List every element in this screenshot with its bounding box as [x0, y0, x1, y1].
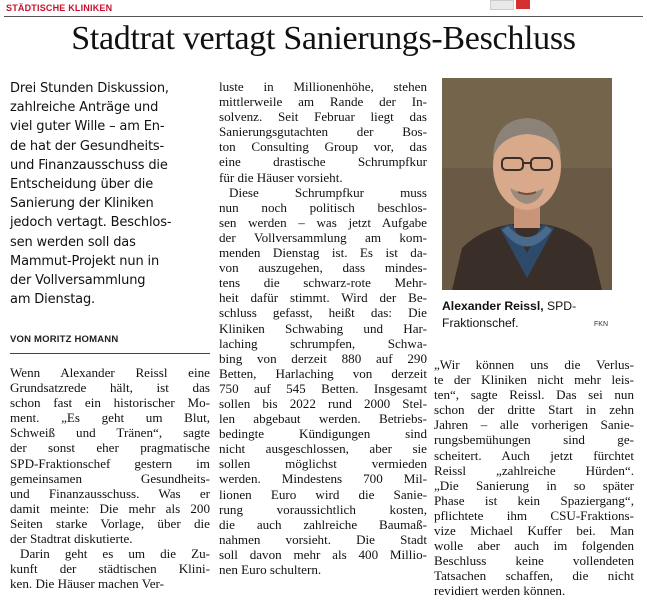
- lede-line: de hat der Gesundheits-: [10, 138, 165, 154]
- article-column-1: [10, 365, 210, 591]
- article-line: ken. Die Häuser machen Ver-: [10, 576, 165, 592]
- article-line: sollen möglichst vermieden: [219, 456, 427, 472]
- article-column-3: [434, 357, 634, 599]
- article-line: scheitert. Auch jetzt fürchtet: [434, 447, 634, 463]
- caption-role-start: SPD-: [543, 299, 577, 313]
- caption-role: Fraktionschef.: [442, 315, 519, 330]
- article-line: schon der dritte Start in zehn: [434, 402, 634, 418]
- article-line: schluss gefasst, heißt das: Die: [219, 305, 427, 321]
- lede-line: Sanierung der Kliniken: [10, 196, 154, 212]
- lede-line: Drei Stunden Diskussion,: [10, 81, 169, 96]
- article-line: damit meinte: Die mehr als 200: [10, 500, 210, 516]
- article-line: der Vollversammlung am kom-: [219, 229, 427, 245]
- article-line: gemeinsamen Gesundheits-: [10, 470, 210, 486]
- article-line: und Finanzausschuss. Was er: [10, 485, 210, 501]
- article-line: werden. Mindestens 700 Mil-: [219, 471, 427, 487]
- article-column-2: [219, 79, 427, 577]
- article-line: „Die Sanierung in so später: [434, 477, 634, 493]
- article-line: heit dafür stimmt. Wird der Be-: [219, 290, 427, 306]
- article-line: 750 auf 545 Betten. Insgesamt: [219, 380, 427, 396]
- article-line: vize Michael Kuffer bei. Man: [434, 523, 634, 539]
- article-line: Wenn Alexander Reissl eine: [10, 365, 210, 380]
- lede-line: Mammut-Projekt nun in: [10, 253, 160, 269]
- article-line: der Stadtrat diskutierte.: [10, 531, 133, 547]
- top-rule: [4, 16, 643, 17]
- article-line: solvenz. Seit Februar liegt das: [219, 109, 427, 125]
- article-line: wolle aber auch im folgenden: [434, 538, 634, 554]
- article-line: die auch zahlreiche Baumaß-: [219, 516, 427, 532]
- article-line: laching schrumpfen, Schwa-: [219, 335, 427, 351]
- lede-line: und Finanzausschuss die: [10, 157, 168, 173]
- article-line: von auszugehen, dass mindes-: [219, 260, 427, 276]
- lede-line: viel guter Wille – am En-: [10, 119, 165, 135]
- article-line: Kliniken Schwabing und Har-: [219, 320, 427, 336]
- article-line: nahmen vorsieht. Die Stadt: [219, 531, 427, 547]
- article-line: Jahren – alle vorherigen Sanie-: [434, 417, 634, 433]
- article-line: „Wir können uns die Verlus-: [434, 357, 634, 372]
- article-line: Beschluss keine vollendeten: [434, 553, 634, 569]
- article-line: für die Häuser vorsieht.: [219, 169, 343, 185]
- article-line: ment. „Es geht um Blut,: [10, 410, 210, 426]
- article-line: Sanierungsgutachten der Bos-: [219, 124, 427, 140]
- article-line: pflichtete ihm CSU-Fraktions-: [434, 507, 634, 523]
- article-line: ten“, sagte Reissl. Das sei nun: [434, 387, 634, 403]
- article-line: Grundsatzrede hält, ist das: [10, 380, 210, 396]
- article-line: bedingte Kündigungen sind: [219, 426, 427, 442]
- portrait-illustration: [442, 78, 612, 290]
- article-line: menden Dienstag ist. Es ist da-: [219, 245, 427, 261]
- article-line: nicht ausgeschlossen, aber sie: [219, 441, 427, 457]
- article-line: Betten, Harlaching von derzeit: [219, 365, 427, 381]
- article-line: Darin geht es um die Zu-: [20, 546, 210, 562]
- byline-rule: [10, 353, 210, 354]
- article-line: Seiten starke Vorlage, über die: [10, 515, 210, 531]
- lede-line: sen werden soll das: [10, 234, 136, 250]
- caption-name: Alexander Reissl,: [442, 299, 544, 313]
- article-line: SPD-Fraktionschef gestern im: [10, 455, 210, 471]
- headline: Stadtrat vertagt Sanierungs-Beschluss: [71, 20, 576, 57]
- article-line: bing von derzeit 880 auf 290: [219, 350, 427, 366]
- article-line: sollen bis 2022 rund 2000 Stel-: [219, 395, 427, 411]
- article-line: Diese Schrumpfkur muss: [229, 184, 427, 200]
- section-label: STÄDTISCHE KLINIKEN: [6, 3, 113, 13]
- article-line: rung voraussichtlich kosten,: [219, 501, 427, 517]
- article-line: nen Euro schultern.: [219, 562, 322, 577]
- lede-line: Entscheidung über die: [10, 177, 154, 193]
- article-line: luste in Millionenhöhe, stehen: [219, 79, 427, 94]
- article-line: der sonst eher pragmatische: [10, 440, 210, 456]
- brand-logo: [490, 0, 540, 10]
- article-line: nun noch politisch beschlos-: [219, 199, 427, 215]
- article-line: len abgebaut werden. Betriebs-: [219, 411, 427, 427]
- photo-credit: FKN: [594, 321, 608, 328]
- article-line: mittlerweile am Rande der In-: [219, 94, 427, 110]
- article-line: ton Consulting Group vor, das: [219, 139, 427, 155]
- portrait-photo: [442, 78, 612, 290]
- article-line: soll davon mehr als 400 Millio-: [219, 546, 427, 562]
- lede-line: zahlreiche Anträge und: [10, 100, 159, 116]
- lede: [10, 79, 210, 309]
- article-line: lionen Euro wird die Sanie-: [219, 486, 427, 502]
- article-line: sen werden – was jetzt Aufgabe: [219, 214, 427, 230]
- article-line: schon fast ein historischer Mo-: [10, 395, 210, 411]
- article-line: Reissl „zahlreiche Hürden“.: [434, 462, 634, 478]
- lede-line: jedoch vertagt. Beschlos-: [10, 215, 172, 231]
- lede-line: der Vollversammlung: [10, 273, 146, 289]
- article-line: kunft der städtischen Klini-: [10, 561, 210, 577]
- article-line: eine drastische Schrumpfkur: [219, 154, 427, 170]
- article-line: te der Kliniken nicht mehr leis-: [434, 372, 634, 388]
- lede-line: am Dienstag.: [10, 292, 96, 308]
- article-line: Schweiß und Tränen“, sagte: [10, 425, 210, 441]
- article-line: Phase ist kein Spaziergang“,: [434, 492, 634, 508]
- article-line: revidiert werden können.: [434, 583, 566, 599]
- article-line: tens die schwarz-rote Mehr-: [219, 275, 427, 291]
- article-line: rungsbemühungen sind ge-: [434, 432, 634, 448]
- article-line: Tatsachen schaffen, die nicht: [434, 568, 634, 584]
- byline: VON MORITZ HOMANN: [10, 334, 119, 345]
